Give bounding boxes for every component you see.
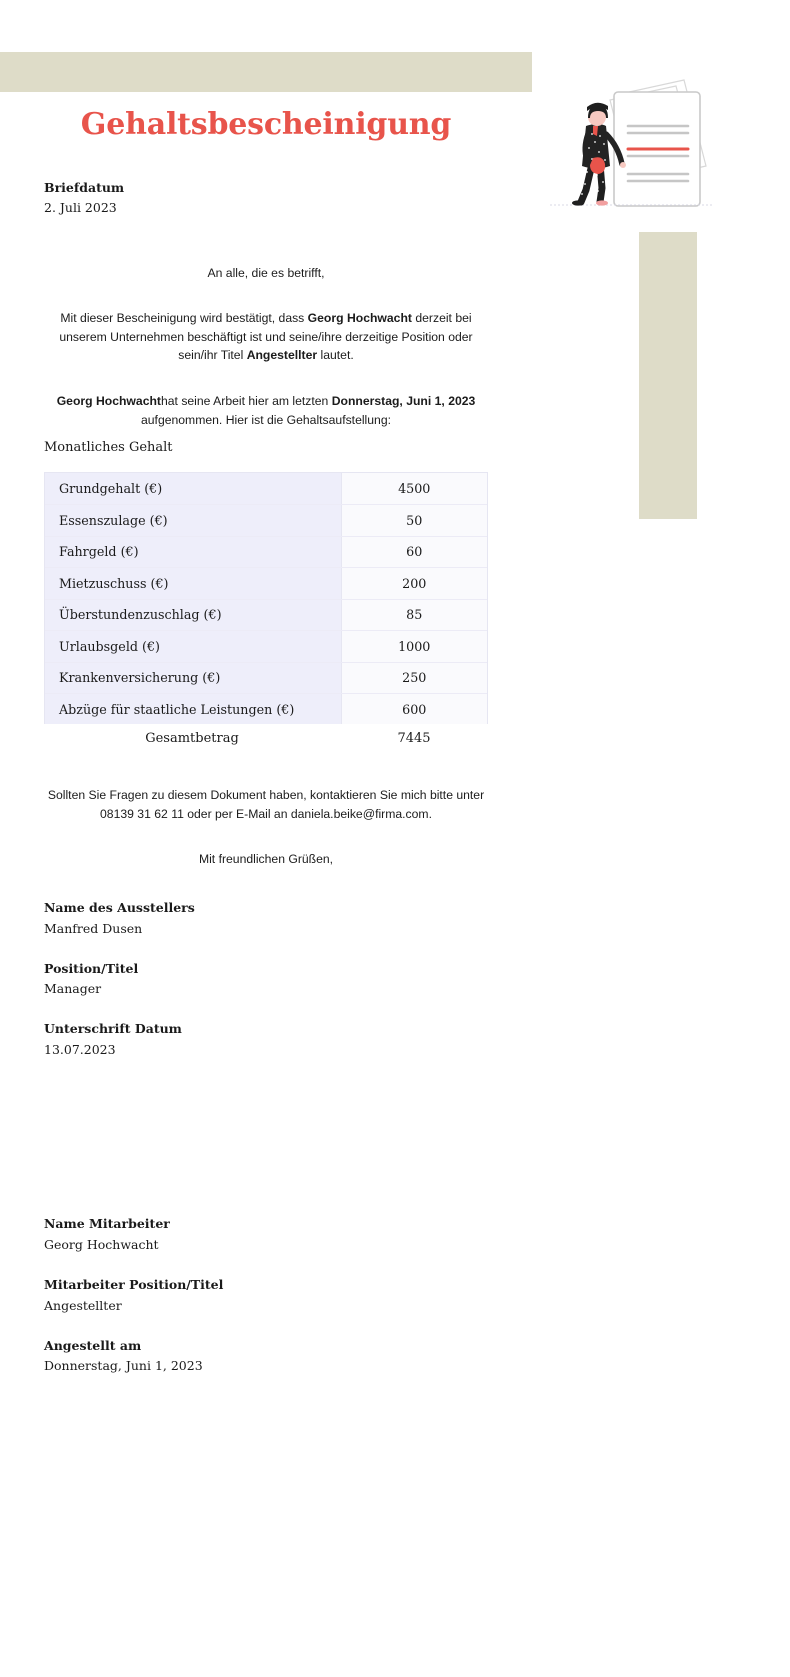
intro-job-title: Angestellter xyxy=(246,348,318,363)
salary-item-label: Urlaubsgeld (€) xyxy=(45,631,341,663)
salary-item-value: 60 xyxy=(341,536,487,568)
table-row xyxy=(45,536,487,568)
start-date-paragraph xyxy=(44,392,488,430)
salary-total-value: 7445 xyxy=(397,731,431,747)
salary-item-label: Grundgehalt (€) xyxy=(45,473,341,505)
employee-hired-block xyxy=(44,1337,488,1377)
start-mid: hat seine Arbeit hier am letzten xyxy=(160,394,332,409)
salary-item-label: Fahrgeld (€) xyxy=(45,536,341,568)
side-beige-block xyxy=(639,232,697,519)
intro-tail: lautet. xyxy=(317,348,354,363)
issuer-name-value: Manfred Dusen xyxy=(44,920,143,936)
start-employee-name: Georg Hochwacht xyxy=(56,394,161,409)
salary-item-value: 85 xyxy=(341,599,487,631)
issuer-name-block xyxy=(44,899,488,939)
salary-item-value: 1000 xyxy=(341,631,487,663)
employee-position-block xyxy=(44,1276,488,1316)
salary-total-row xyxy=(44,731,488,746)
employee-position-value: Angestellter xyxy=(44,1297,122,1313)
contact-paragraph: Sollten Sie Fragen zu diesem Dokument haben, kontaktieren Sie mich bitte unter 08139 31 62 11 oder per E-Mail an daniela.beike@firma.com. xyxy=(47,788,485,822)
table-row xyxy=(45,568,487,600)
page-title: Gehaltsbescheinigung xyxy=(80,107,452,142)
letter-date-value: 2. Juli 2023 xyxy=(44,199,117,215)
employee-name-value: Georg Hochwacht xyxy=(44,1236,159,1252)
salary-item-value: 600 xyxy=(341,694,487,725)
employee-name-block xyxy=(44,1215,488,1255)
table-row xyxy=(45,599,487,631)
issuer-signature-date-value: 13.07.2023 xyxy=(44,1042,116,1058)
employee-name-label: Name Mitarbeiter xyxy=(44,1216,170,1232)
woman-with-documents-illustration xyxy=(548,78,790,208)
issuer-signature-date-block xyxy=(44,1020,488,1060)
table-row xyxy=(45,694,487,725)
salary-item-label: Mietzuschuss (€) xyxy=(45,568,341,600)
table-row xyxy=(45,505,487,537)
salary-item-label: Abzüge für staatliche Leistungen (€) xyxy=(45,694,341,725)
intro-mid: derzeit bei unserem Unternehmen beschäftigt ist und seine/ihre derzeitige Position oder sein/ihr Titel xyxy=(59,310,473,363)
employee-hired-label: Angestellt am xyxy=(44,1337,142,1353)
employee-details-section xyxy=(44,1215,488,1376)
table-row xyxy=(45,631,487,663)
salary-item-value: 200 xyxy=(341,568,487,600)
employee-hired-value: Donnerstag, Juni 1, 2023 xyxy=(44,1358,203,1374)
salary-table xyxy=(45,473,487,724)
issuer-position-label: Position/Titel xyxy=(44,960,139,976)
intro-employee-name: Georg Hochwacht xyxy=(307,310,412,325)
salary-total-label: Gesamtbetrag xyxy=(145,731,239,747)
salary-item-value: 50 xyxy=(341,505,487,537)
salutation-text: An alle, die es betrifft, xyxy=(207,265,325,280)
start-date: Donnerstag, Juni 1, 2023 xyxy=(331,394,476,409)
intro-paragraph xyxy=(44,309,488,366)
issuer-position-value: Manager xyxy=(44,981,102,997)
letter-date-label: Briefdatum xyxy=(44,180,125,195)
salary-table-container xyxy=(44,472,488,724)
salary-item-label: Krankenversicherung (€) xyxy=(45,662,341,694)
issuer-position-block xyxy=(44,960,488,1000)
salary-item-label: Überstundenzuschlag (€) xyxy=(45,599,341,631)
employee-position-label: Mitarbeiter Position/Titel xyxy=(44,1276,224,1292)
table-row xyxy=(45,662,487,694)
issuer-signature-section xyxy=(44,899,488,1060)
issuer-name-label: Name des Ausstellers xyxy=(44,899,195,915)
salary-table-caption: Monatliches Gehalt xyxy=(44,440,173,456)
closing-paragraph: Mit freundlichen Grüßen, xyxy=(198,852,334,866)
start-tail: aufgenommen. Hier ist die Gehaltsaufstellung: xyxy=(141,413,391,428)
salary-item-label: Essenszulage (€) xyxy=(45,505,341,537)
intro-lead: Mit dieser Bescheinigung wird bestätigt, dass xyxy=(60,310,308,325)
salary-item-value: 250 xyxy=(341,662,487,694)
table-row xyxy=(45,473,487,505)
issuer-signature-date-label: Unterschrift Datum xyxy=(44,1021,182,1037)
letter-date-block xyxy=(44,179,488,218)
salary-item-value: 4500 xyxy=(341,473,487,505)
